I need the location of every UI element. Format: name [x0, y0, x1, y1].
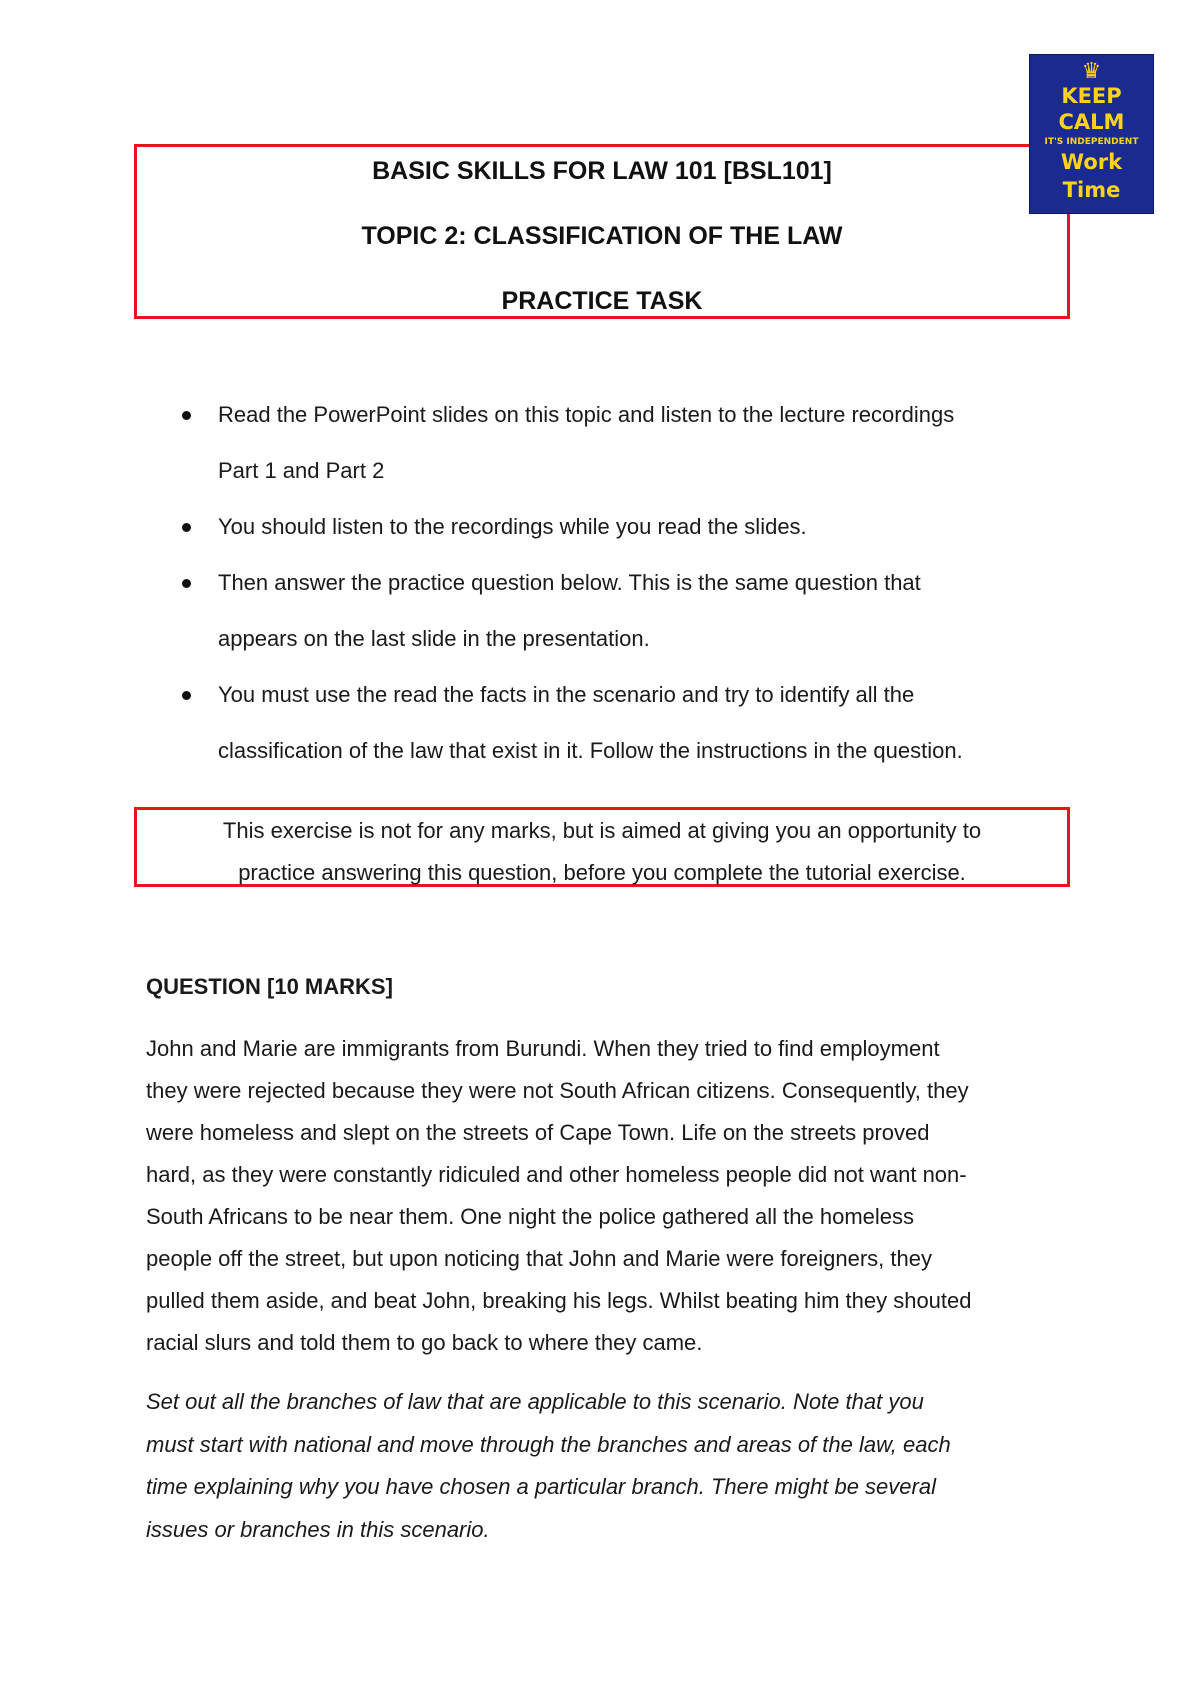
- bullet-icon: [182, 523, 191, 532]
- list-item: [218, 387, 1098, 499]
- list-item-line: Read the PowerPoint slides on this topic and listen to the lecture recordings: [218, 402, 955, 427]
- list-item: [218, 499, 1098, 555]
- note-line: This exercise is not for any marks, but is aimed at giving you an opportunity to: [222, 818, 982, 843]
- instruction-line: must start with national and move through the branches and areas of the law, each: [146, 1431, 951, 1457]
- topic-title: TOPIC 2: CLASSIFICATION OF THE LAW: [361, 222, 843, 250]
- list-item-line: Part 1 and Part 2: [218, 458, 385, 483]
- task-title: PRACTICE TASK: [501, 287, 703, 315]
- title-box: [134, 144, 1070, 319]
- bullet-icon: [182, 411, 191, 420]
- instruction-line: time explaining why you have chosen a particular branch. There might be several: [146, 1474, 936, 1499]
- list-item: [218, 667, 1098, 779]
- list-item-line: You must use the read the facts in the scenario and try to identify all the: [218, 682, 915, 707]
- instruction-paragraph: [146, 1381, 1062, 1551]
- instruction-line: Set out all the branches of law that are applicable to this scenario. Note that you: [146, 1389, 924, 1414]
- badge-calm-text: CALM: [1058, 110, 1125, 134]
- scenario-line: pulled them aside, and beat John, breaking his legs. Whilst beating him they shouted: [146, 1288, 972, 1313]
- badge-small-text: IT'S INDEPENDENT: [1044, 137, 1139, 147]
- scenario-line: South Africans to be near them. One night the police gathered all the homeless: [146, 1204, 915, 1229]
- list-item-line: classification of the law that exist in it. Follow the instructions in the question.: [218, 738, 963, 763]
- badge-keep-text: KEEP: [1061, 84, 1122, 108]
- badge-time-text: Time: [1062, 178, 1121, 202]
- instruction-line: issues or branches in this scenario.: [146, 1516, 490, 1542]
- list-item-line: You should listen to the recordings while you read the slides.: [218, 514, 807, 539]
- badge-work-text: Work: [1060, 150, 1123, 174]
- keep-calm-badge: [1029, 54, 1154, 214]
- scenario-paragraph: [146, 1028, 1070, 1364]
- course-title: BASIC SKILLS FOR LAW 101 [BSL101]: [372, 157, 832, 185]
- list-item: [218, 555, 1098, 667]
- crown-icon: ♛: [1081, 59, 1102, 84]
- scenario-line: John and Marie are immigrants from Burundi. When they tried to find employment: [146, 1036, 940, 1061]
- note-box: [134, 807, 1070, 887]
- list-item-line: Then answer the practice question below. This is the same question that: [218, 570, 921, 595]
- scenario-line: people off the street, but upon noticing that John and Marie were foreigners, they: [146, 1246, 932, 1271]
- bullet-icon: [182, 579, 191, 588]
- scenario-line: racial slurs and told them to go back to where they came.: [146, 1330, 703, 1355]
- bullet-icon: [182, 691, 191, 700]
- question-heading: QUESTION [10 MARKS]: [146, 974, 393, 999]
- scenario-line: they were rejected because they were not South African citizens. Consequently, they: [146, 1078, 969, 1103]
- scenario-line: were homeless and slept on the streets of Cape Town. Life on the streets proved: [146, 1120, 930, 1145]
- list-item-line: appears on the last slide in the presentation.: [218, 626, 650, 651]
- scenario-line: hard, as they were constantly ridiculed and other homeless people did not want non-: [146, 1162, 967, 1187]
- note-line: practice answering this question, before you complete the tutorial exercise.: [238, 860, 966, 885]
